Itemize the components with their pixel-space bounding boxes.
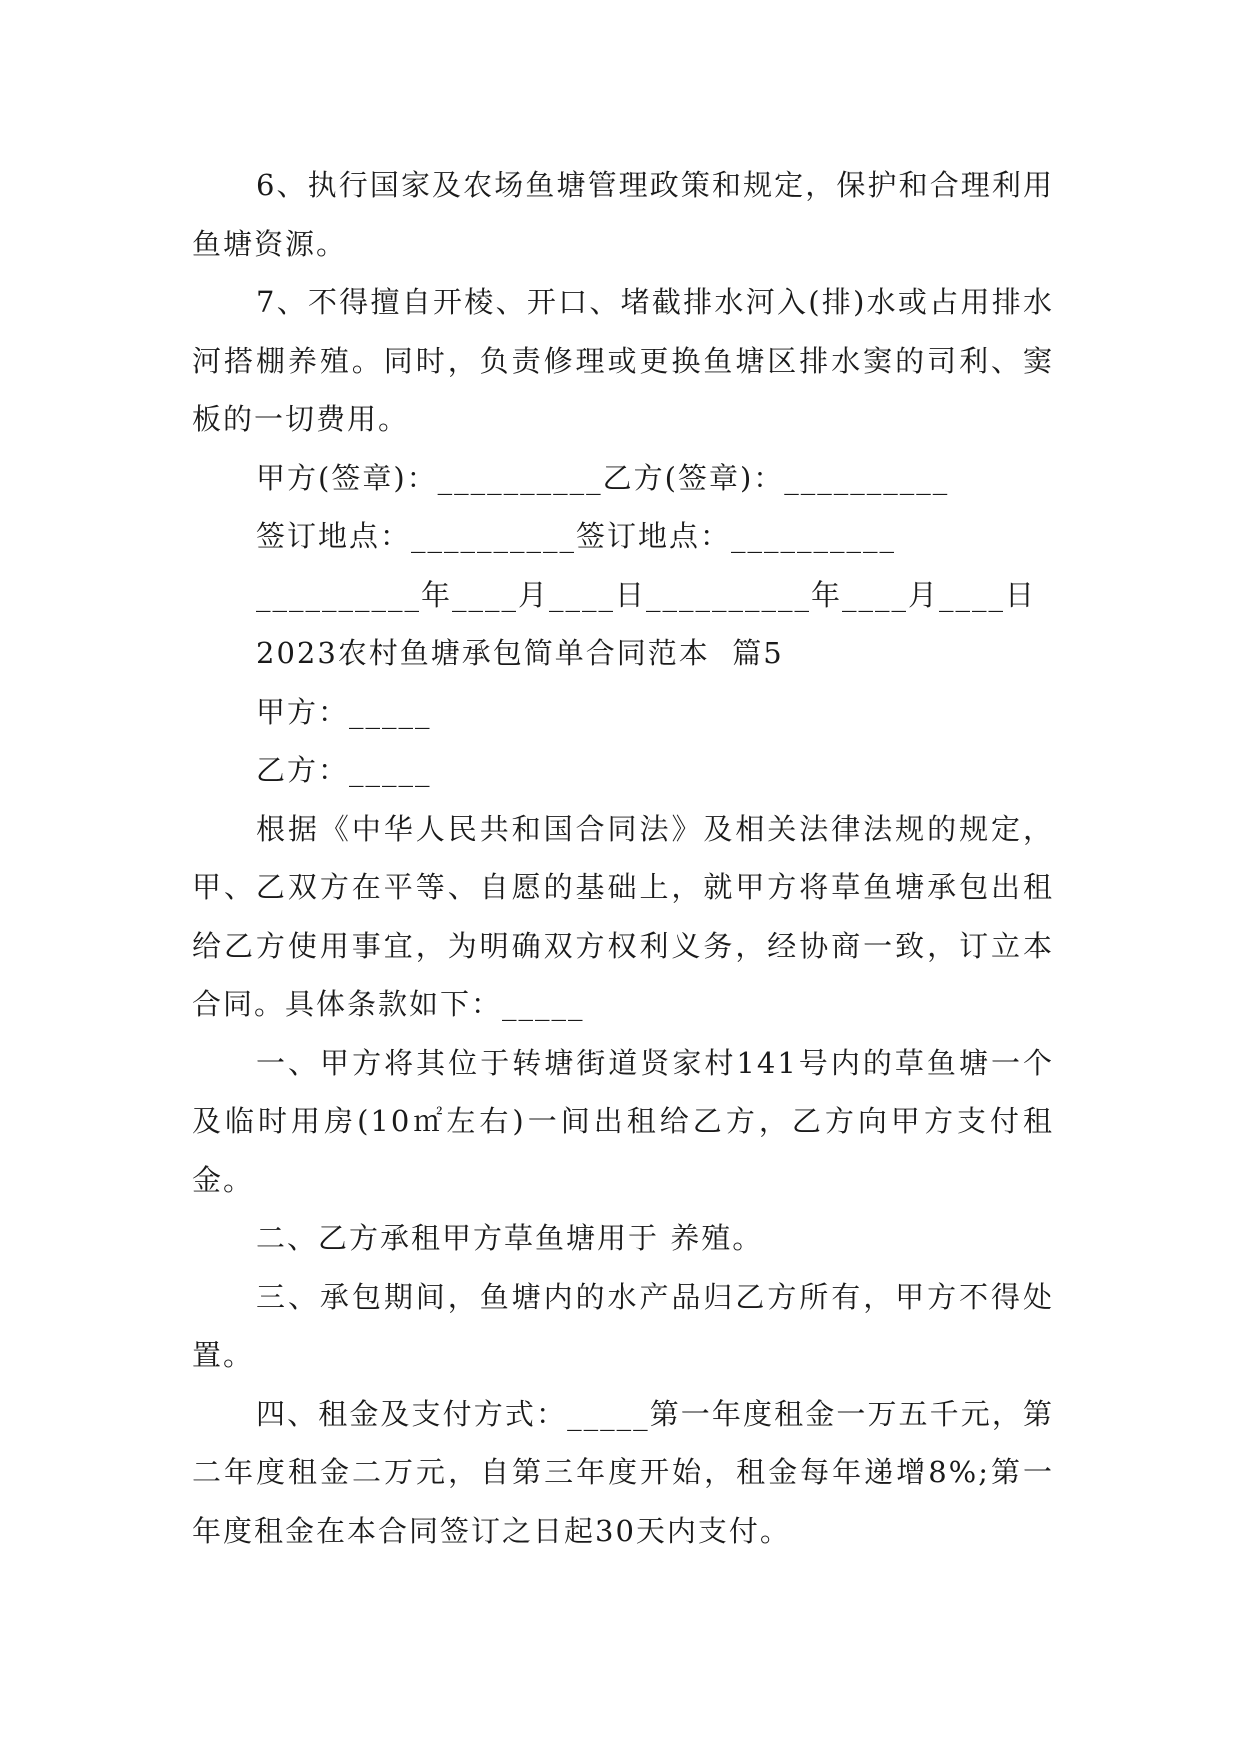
clause-four: 四、租金及支付方式：_____第一年度租金一万五千元，第二年度租金二万元，自第三年度开始，租金每年递增8%;第一年度租金在本合同签订之日起30天内支付。 xyxy=(192,1396,1054,1548)
clause-one: 一、甲方将其位于转塘街道贤家村141号内的草鱼塘一个及临时用房(10㎡左右)一间出租给乙方，乙方向甲方支付租金。 xyxy=(192,1045,1054,1197)
signing-place-line: 签订地点：__________签订地点：__________ xyxy=(256,519,897,553)
section-title: 2023农村鱼塘承包简单合同范本 篇5 xyxy=(256,636,784,670)
clause-three: 三、承包期间，鱼塘内的水产品归乙方所有，甲方不得处置。 xyxy=(192,1279,1054,1372)
document-body xyxy=(192,156,1054,1560)
contract-intro: 根据《中华人民共和国合同法》及相关法律法规的规定，甲、乙双方在平等、自愿的基础上，就甲方将草鱼塘承包出租给乙方使用事宜，为明确双方权利义务，经协商一致，订立本合同。具体条款如下：_____ xyxy=(192,811,1054,1021)
signature-line: 甲方(签章)：__________乙方(签章)：__________ xyxy=(256,460,950,495)
clause-6: 6、执行国家及农场鱼塘管理政策和规定，保护和合理利用鱼塘资源。 xyxy=(192,168,1054,261)
clause-7: 7、不得擅自开棱、开口、堵截排水河入(排)水或占用排水河搭棚养殖。同时，负责修理或更换鱼塘区排水窦的司利、窦板的一切费用。 xyxy=(192,285,1054,436)
clause-two: 二、乙方承租甲方草鱼塘用于 养殖。 xyxy=(256,1221,764,1255)
party-a-line: 甲方：_____ xyxy=(256,694,432,729)
party-b-line: 乙方：_____ xyxy=(256,753,432,787)
signing-date-line: __________年____月____日__________年____月____日 xyxy=(256,577,1037,612)
